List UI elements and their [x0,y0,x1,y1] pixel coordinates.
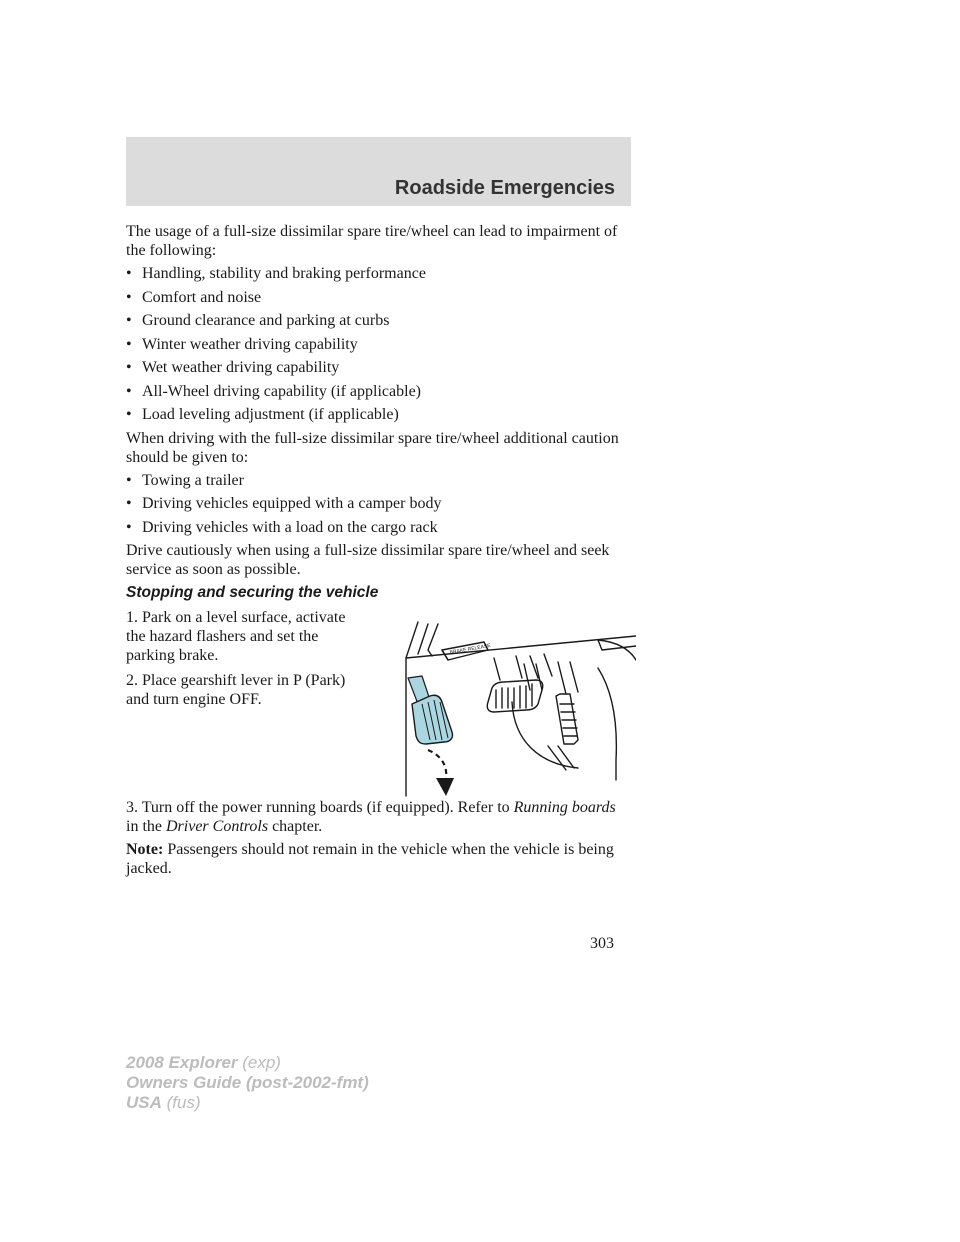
section-title: Roadside Emergencies [394,177,615,199]
down-arrow-icon [436,778,454,796]
impairment-list [126,264,631,424]
bullet-icon: • [126,335,132,353]
bullet-icon: • [126,359,132,376]
bullet-icon: • [126,495,132,512]
subsection-heading: Stopping and securing the vehicle [126,584,379,601]
parking-brake-pedal [412,695,453,744]
document-footer [126,1053,369,1113]
steps-text [126,608,366,709]
step-2: 2. Place gearshift lever in P (Park) and turn engine OFF. [126,672,346,708]
step-1: 1. Park on a level surface, activate the hazard flashers and set the parking brake. [126,609,346,664]
bullet-icon: • [126,518,132,536]
list-item: • Handling, stability and braking performance [126,265,426,282]
list-item: • Towing a trailer [126,471,244,489]
section-header-bar [126,137,631,206]
motion-arc [428,750,446,782]
caution-list [126,471,631,537]
list-item: • Load leveling adjustment (if applicable) [126,406,399,423]
list-item: • Wet weather driving capability [126,359,340,376]
note-paragraph: Note: Passengers should not remain in the vehicle when the vehicle is being jacked. [126,841,614,877]
footer-line-2: Owners Guide (post-2002-fmt) [126,1073,369,1092]
bullet-icon: • [126,288,132,306]
list-item: • Comfort and noise [126,288,262,306]
bullet-icon: • [126,406,132,423]
pedal-illustration [398,620,636,798]
steps-block [126,608,631,798]
caution-intro-paragraph: When driving with the full-size dissimilar spare tire/wheel additional caution should be given to: [126,429,619,466]
footer-line-3: USA (fus) [126,1093,201,1112]
bullet-icon: • [126,382,132,400]
page-number: 303 [590,935,614,952]
intro-paragraph: The usage of a full-size dissimilar spare tire/wheel can lead to impairment of the following: [126,223,618,259]
list-item: • Winter weather driving capability [126,335,358,353]
brake-release-label: BRAKE RELEASE [449,642,492,656]
list-item: • Driving vehicles equipped with a camper body [126,495,442,512]
list-item: • Ground clearance and parking at curbs [126,312,390,329]
footer-line-1: 2008 Explorer (exp) [126,1053,281,1072]
bullet-icon: • [126,265,132,282]
bullet-icon: • [126,471,132,489]
running-boards-reference: Running boards [513,799,616,816]
note-label: Note: [126,841,164,858]
driver-controls-reference: Driver Controls [166,818,269,835]
drive-note-paragraph: Drive cautiously when using a full-size dissimilar spare tire/wheel and seek service as soon as possible. [126,542,610,578]
step-3: 3. Turn off the power running boards (if equipped). Refer to Running boards in the Driver Controls chapter. [126,799,616,835]
list-item: • All-Wheel driving capability (if applicable) [126,382,421,400]
list-item: • Driving vehicles with a load on the cargo rack [126,518,438,536]
page-content [126,222,631,882]
bullet-icon: • [126,312,132,329]
